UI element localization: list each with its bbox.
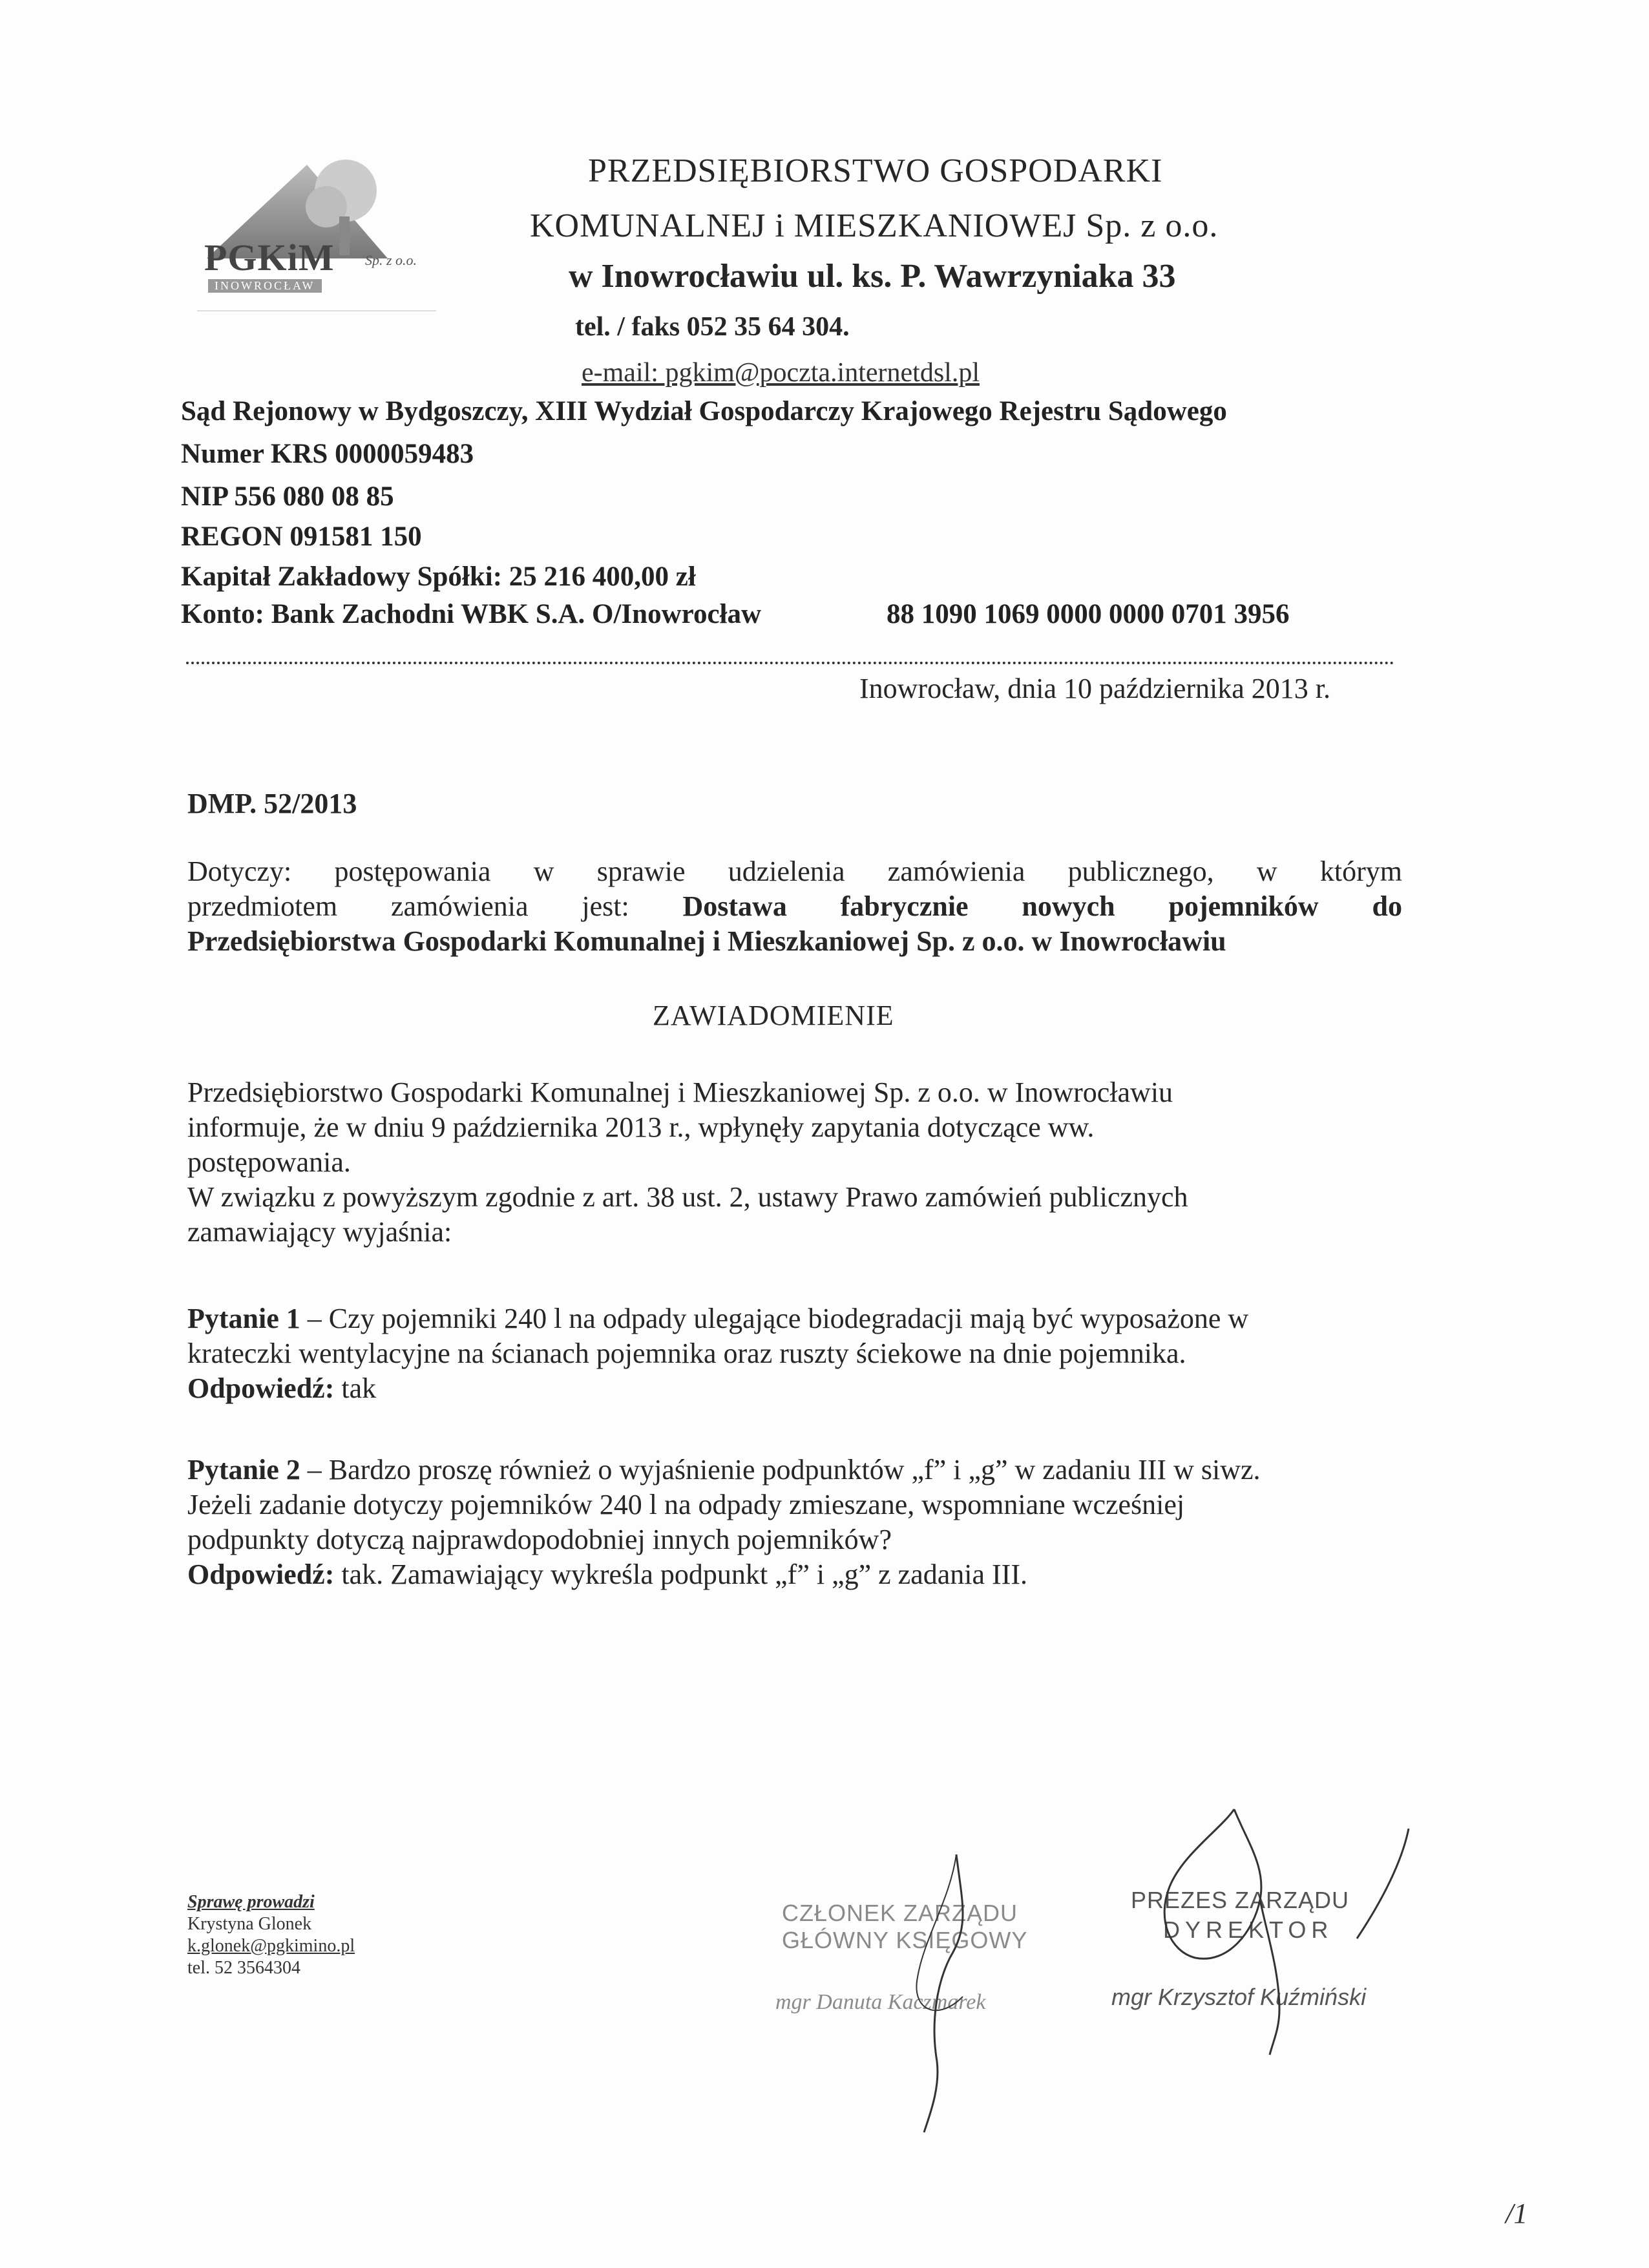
question-1-label: Pytanie 1: [187, 1303, 300, 1334]
handled-by-email[interactable]: k.glonek@pgkimino.pl: [187, 1936, 355, 1956]
answer-1-text: tak: [334, 1372, 377, 1404]
question-2-text: – Bardzo proszę również o wyjaśnienie podpunktów „f” i „g” w zadaniu III w siwz.: [300, 1454, 1261, 1486]
separator-dots: [186, 662, 1394, 664]
answer-1: [187, 1371, 376, 1406]
company-email[interactable]: e-mail: pgkim@poczta.internetdsl.pl: [582, 358, 980, 388]
subject-bold-1: Dostawa fabrycznie nowych pojemników do: [682, 890, 1403, 922]
logo-text: PGKiM: [204, 236, 335, 278]
intro-line3: postępowania.: [187, 1146, 351, 1178]
logo-spzoo: Sp. z o.o.: [365, 252, 417, 268]
stamp-president-name: mgr Krzysztof Kuźmiński: [1111, 1984, 1367, 2010]
stamp-accountant-line2: GŁÓWNY KSIĘGOWY: [782, 1927, 1028, 1953]
question-1-text: – Czy pojemniki 240 l na odpady ulegające biodegradacji mają być wyposażone w: [300, 1303, 1249, 1334]
registry-nip: NIP 556 080 08 85: [181, 481, 394, 512]
company-name-line1: PRZEDSIĘBIORSTWO GOSPODARKI: [588, 152, 1163, 189]
question-1-line1: [187, 1301, 1248, 1336]
reference-number: DMP. 52/2013: [187, 788, 357, 819]
stamp-accountant-name: mgr Danuta Kaczmarek: [775, 1990, 986, 2014]
stamp-president-line1: PREZES ZARZĄDU: [1131, 1887, 1350, 1913]
intro-line2: informuje, że w dniu 9 października 2013 r., wpłynęły zapytania dotyczące ww.: [187, 1111, 1095, 1143]
subject-line2: [187, 889, 1402, 924]
question-2-line2: Jeżeli zadanie dotyczy pojemników 240 l na odpady zmieszane, wspomniane wcześniej: [187, 1489, 1185, 1520]
subject-line1: Dotyczy: postępowania w sprawie udzielenia zamówienia publicznego, w którym: [187, 856, 1402, 887]
answer-1-label: Odpowiedź:: [187, 1372, 335, 1404]
logo-city: INOWROCŁAW: [208, 279, 322, 293]
document-title: ZAWIADOMIENIE: [653, 1000, 894, 1031]
company-phone: tel. / faks 052 35 64 304.: [575, 312, 850, 342]
registry-krs: Numer KRS 0000059483: [181, 439, 474, 469]
question-2-label: Pytanie 2: [187, 1454, 300, 1486]
logo-divider: [197, 310, 436, 311]
answer-2: [187, 1557, 1027, 1592]
registry-account-number: 88 1090 1069 0000 0000 0701 3956: [887, 599, 1290, 629]
intro-line5: zamawiający wyjaśnia:: [187, 1216, 452, 1248]
handled-by-label: Sprawę prowadzi: [187, 1892, 315, 1912]
intro-line4: W związku z powyższym zgodnie z art. 38 ust. 2, ustawy Prawo zamówień publicznych: [187, 1181, 1188, 1213]
handled-by-name: Krystyna Glonek: [187, 1914, 312, 1934]
page-mark: /1: [1506, 2198, 1528, 2229]
question-1-line2: krateczki wentylacyjne na ścianach pojemnika oraz ruszty ściekowe na dnie pojemnika.: [187, 1338, 1186, 1369]
handled-by-phone: tel. 52 3564304: [187, 1958, 300, 1978]
company-logo: [194, 145, 452, 307]
stamp-accountant-line1: CZŁONEK ZARZĄDU: [782, 1900, 1018, 1926]
company-name-line2: KOMUNALNEJ i MIESZKANIOWEJ Sp. z o.o.: [530, 207, 1219, 244]
company-address: w Inowrocławiu ul. ks. P. Wawrzyniaka 33: [569, 258, 1176, 295]
question-2-line3: podpunkty dotyczą najprawdopodobniej innych pojemników?: [187, 1524, 892, 1555]
registry-court: Sąd Rejonowy w Bydgoszczy, XIII Wydział Gospodarczy Krajowego Rejestru Sądowego: [181, 396, 1227, 426]
answer-2-text: tak. Zamawiający wykreśla podpunkt „f” i „g” z zadania III.: [334, 1559, 1027, 1590]
signature-accountant-icon: [859, 1829, 1040, 2152]
registry-regon: REGON 091581 150: [181, 521, 422, 552]
subject-line3: Przedsiębiorstwa Gospodarki Komunalnej i Mieszkaniowej Sp. z o.o. w Inowrocławiu: [187, 925, 1226, 957]
intro-line1: Przedsiębiorstwo Gospodarki Komunalnej i Mieszkaniowej Sp. z o.o. w Inowrocławiu: [187, 1076, 1173, 1108]
stamp-president-line2: DYREKTOR: [1163, 1916, 1334, 1943]
signature-president-icon: [1124, 1803, 1434, 2061]
registry-account-label: Konto: Bank Zachodni WBK S.A. O/Inowrocław: [181, 599, 762, 629]
answer-2-label: Odpowiedź:: [187, 1559, 335, 1590]
subject-prefix: przedmiotem zamówienia jest:: [187, 890, 629, 922]
registry-capital: Kapitał Zakładowy Spółki: 25 216 400,00 zł: [181, 562, 696, 592]
question-2-line1: [187, 1453, 1261, 1487]
date-line: Inowrocław, dnia 10 października 2013 r.: [859, 673, 1331, 704]
